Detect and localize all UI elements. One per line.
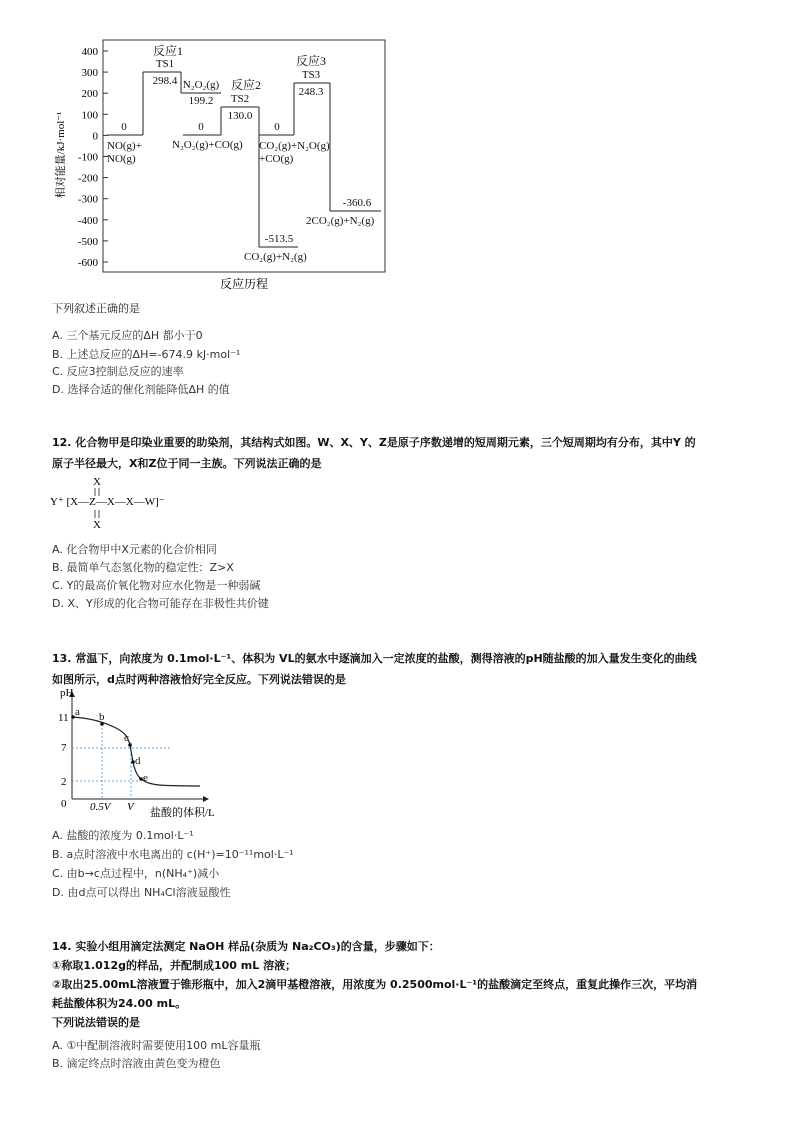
ts2-label: TS2 [230,93,250,105]
y-axis-label: 相对能量/kJ·mol⁻¹ [55,111,67,199]
q13-stem-line2: 如图所示，d点时两种溶液恰好完全反应。下列说法错误的是 [52,673,346,686]
n2o2-co-value: 0 [198,121,204,133]
q12-option-d: D. X、Y形成的化合物可能存在非极性共价键 [52,597,269,610]
ph-tick-2: 2 [61,776,67,788]
n2o2-species: N₂O₂(g) [182,79,220,91]
structure-main: Y⁺ [X—Z—X—X—W]⁻ [50,496,165,508]
y-tick-label: 0 [92,130,98,143]
q12-option-b: B. 最简单气态氢化物的稳定性：Z>X [52,561,234,574]
reactants-species-2: NO(g) [107,153,136,165]
q14-option-b: B. 滴定终点时溶液由黄色变为橙色 [52,1057,221,1070]
y-tick-label: -500 [77,235,98,248]
y-tick-label: 200 [81,88,98,101]
co2-n2-species: CO₂(g)+N₂(g) [244,251,307,263]
structure-top-x: X [93,476,101,488]
point-c-label: c [124,732,129,744]
q13-option-b: B. a点时溶液中水电离出的 c(H⁺)=10⁻¹¹mol·L⁻¹ [52,848,294,861]
energy-diagram [0,0,794,300]
q11-option-b: B. 上述总反应的ΔH=-674.9 kJ·mol⁻¹ [52,348,241,361]
y-tick-label: 300 [81,67,98,80]
y-tick-label: 400 [81,46,98,58]
q13-option-a: A. 盐酸的浓度为 0.1mol·L⁻¹ [52,829,194,842]
q11-option-a: A. 三个基元反应的ΔH 都小于0 [52,329,203,342]
ph-curve [72,717,200,786]
n2o2-value: 199.2 [188,95,214,107]
point-d-label: d [135,755,141,767]
y-tick-label: -200 [77,172,98,185]
y-tick-label: -300 [77,193,98,206]
q13-stem-line1: 13. 常温下，向浓度为 0.1mol·L⁻¹、体积为 VL的氨水中逐滴加入一定浓度的盐酸，测得溶液的pH随盐酸的加入量发生变化的曲线 [52,652,697,665]
ph-curve-chart [40,682,240,822]
point-e-label: e [143,772,148,784]
reactants-value: 0 [121,121,127,133]
point-a-label: a [75,706,80,718]
q12-option-c: C. Y的最高价氧化物对应水化物是一种弱碱 [52,579,261,592]
ts1-value: 298.4 [152,75,178,87]
q11-option-c: C. 反应3控制总反应的速率 [52,365,184,378]
q11-option-d: D. 选择合适的催化剂能降低ΔH 的值 [52,383,230,396]
q14-step2-line2: 耗盐酸体积为24.00 mL。 [52,997,187,1010]
products-species: 2CO₂(g)+N₂(g) [306,215,375,227]
reaction3-title: 反应3 [295,54,327,68]
y-tick-label: 100 [81,109,98,122]
n2o2-co-species: N₂O₂(g)+CO(g) [172,139,243,151]
q14-stem-line1: 14. 实验小组用滴定法测定 NaOH 样品(杂质为 Na₂CO₃)的含量，步骤如下： [52,940,440,953]
q14-option-a: A. ①中配制溶液时需要使用100 mL容量瓶 [52,1039,261,1052]
q11-prompt: 下列叙述正确的是 [52,302,140,315]
ts3-label: TS3 [301,69,321,81]
ph-tick-x-half: 0.5V [90,801,111,813]
point-b-label: b [99,711,105,723]
products-value: -360.6 [342,197,372,209]
co2-n2o-species-2: +CO(g) [259,153,294,165]
plot-frame [103,40,385,272]
y-tick-label: -100 [77,151,98,164]
q12-option-a: A. 化合物甲中X元素的化合价相同 [52,543,217,556]
reaction1-title: 反应1 [152,44,184,58]
ts3-value: 248.3 [298,86,324,98]
co2-n2o-species-1: CO₂(g)+N₂O(g) [259,140,330,152]
q12-stem-line1: 12. 化合物甲是印染业重要的助染剂，其结构式如图。W、X、Y、Z是原子序数递增的短周期元素，三个短周期均有分布，其中Y 的 [52,436,696,449]
ts1-label: TS1 [155,58,175,70]
q14-step1: ①称取1.012g的样品，并配制成100 mL 溶液； [52,959,297,972]
co2-n2o-value: 0 [274,121,280,133]
ph-y-label: pH [60,687,74,699]
y-tick-label: -600 [77,257,98,269]
co2-n2-value: -513.5 [264,233,294,245]
ph-tick-x-v: V [127,801,134,813]
y-tick-label: -400 [77,214,98,227]
q12-stem-line2: 原子半径最大，X和Z位于同一主族。下列说法正确的是 [52,457,322,470]
ts2-value: 130.0 [227,110,253,122]
q14-step2-line1: ②取出25.00mL溶液置于锥形瓶中，加入2滴甲基橙溶液，用浓度为 0.2500mol·L⁻¹的盐酸滴定至终点，重复此操作三次，平均消 [52,978,698,991]
q13-option-d: D. 由d点可以得出 NH₄Cl溶液显酸性 [52,886,231,899]
ph-x-label: 盐酸的体积/L [150,807,215,819]
ph-tick-11: 11 [58,712,69,724]
q13-option-c: C. 由b→c点过程中，n(NH₄⁺)减小 [52,867,220,880]
reactants-species-1: NO(g)+ [107,140,142,152]
ph-tick-7: 7 [61,742,67,754]
ph-tick-x0: 0 [61,798,67,810]
q14-prompt: 下列说法错误的是 [52,1016,140,1029]
reaction2-title: 反应2 [230,78,262,92]
x-axis-label: 反应历程 [219,277,269,291]
q12-structure [48,474,248,530]
structure-bottom-x: X [93,519,101,530]
